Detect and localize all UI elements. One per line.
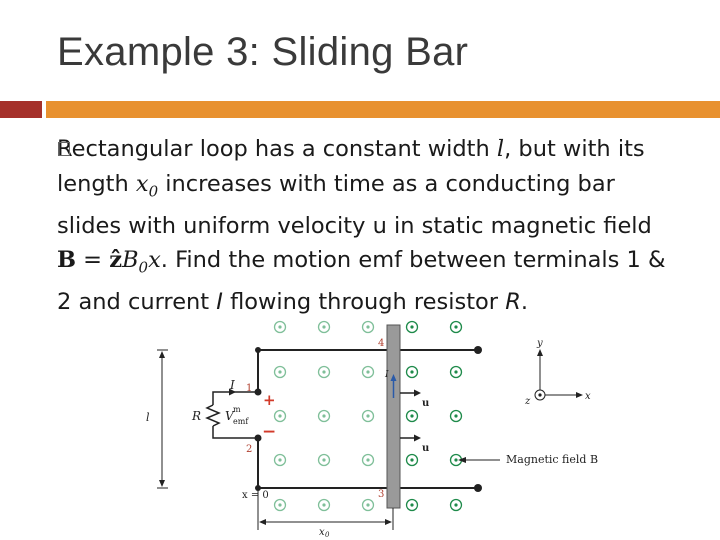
label-width-l: l	[146, 411, 150, 424]
field-out-dot	[410, 370, 413, 373]
axis-x-label: x	[585, 391, 591, 402]
field-out-dot	[322, 458, 325, 461]
paragraph-text-1: Rectangular loop has a constant width	[57, 136, 497, 162]
label-minus: −	[262, 422, 277, 442]
field-out-dot	[366, 370, 369, 373]
resistor-zigzag	[207, 405, 219, 426]
label-I-wire: I	[230, 378, 235, 392]
field-out-dot	[366, 503, 369, 506]
paragraph-text-6: .	[520, 289, 529, 315]
field-out-dot	[454, 458, 457, 461]
field-out-dot	[278, 370, 281, 373]
resistor-wire-bottom	[213, 426, 258, 438]
paragraph-text-3: increases with time as a conducting bar slides with uniform velocity u in static magnetic field	[57, 170, 652, 239]
field-out-dot	[410, 414, 413, 417]
label-terminal-4: 4	[378, 338, 385, 349]
eq-zhat: ẑ	[109, 247, 122, 273]
label-x0: x	[319, 527, 325, 538]
field-out-dot	[278, 414, 281, 417]
label-terminal-3: 3	[378, 489, 385, 500]
label-Vemf: V	[225, 409, 234, 423]
eq-x: x	[148, 247, 161, 273]
slide-title: Example 3: Sliding Bar	[57, 30, 469, 74]
paragraph-text-2: , but with its length	[57, 136, 645, 197]
field-out-dot	[322, 370, 325, 373]
label-u-top: u	[422, 398, 430, 409]
eq-B: B	[57, 247, 77, 273]
var-I: I	[216, 289, 223, 315]
var-l: l	[496, 136, 505, 162]
axis-y-arrow-icon	[537, 349, 543, 356]
field-out-dot	[278, 458, 281, 461]
field-out-dot	[454, 370, 457, 373]
field-out-dot	[410, 503, 413, 506]
field-out-dot	[322, 414, 325, 417]
label-x0-sub: 0	[325, 531, 330, 539]
eq-equals: =	[76, 247, 110, 273]
var-x0-subscript: 0	[148, 182, 159, 200]
paragraph-text-5: flowing through resistor	[222, 289, 506, 315]
label-x-equals-0: x = 0	[242, 490, 269, 501]
field-out-dot	[410, 458, 413, 461]
field-out-dot	[278, 503, 281, 506]
label-plus: +	[263, 391, 276, 409]
field-out-dot	[366, 414, 369, 417]
var-x0: x	[135, 170, 149, 197]
dim-l-arrow-up-icon	[159, 351, 165, 358]
dim-x0-arrow-left-icon	[259, 519, 266, 525]
field-out-dot	[410, 325, 413, 328]
field-out-dot	[322, 503, 325, 506]
axis-y-label: y	[537, 338, 543, 349]
var-R: R	[505, 289, 521, 315]
label-I-bar: I	[385, 370, 389, 380]
eq-B0-subscript: 0	[138, 258, 149, 277]
label-u-bottom: u	[422, 443, 430, 454]
dim-l-arrow-down-icon	[159, 480, 165, 487]
field-out-dot	[322, 325, 325, 328]
label-magnetic-field: Magnetic field B	[506, 453, 599, 466]
label-R: R	[192, 409, 202, 423]
velocity-arrowhead-bottom-icon	[414, 435, 421, 442]
label-terminal-1: 1	[246, 383, 253, 394]
label-terminal-2: 2	[246, 444, 253, 455]
field-out-dot	[454, 414, 457, 417]
top-rail-end	[474, 346, 482, 354]
axis-z-dot	[538, 393, 541, 396]
bottom-rail-end	[474, 484, 482, 492]
field-out-dot	[278, 325, 281, 328]
label-Vemf-sub: emf	[233, 417, 249, 426]
field-out-dot	[366, 458, 369, 461]
label-Vemf-sup: m	[233, 405, 241, 414]
field-out-dot	[454, 503, 457, 506]
field-out-dot	[366, 325, 369, 328]
paragraph-text-4: . Find the motion emf between terminals 1 & 2 and current	[57, 247, 666, 315]
axis-x-arrow-icon	[576, 392, 583, 398]
dim-x0-arrow-right-icon	[385, 519, 392, 525]
velocity-arrowhead-top-icon	[414, 390, 421, 397]
eq-B0: B	[121, 247, 139, 273]
axis-z-label: z	[525, 396, 531, 407]
field-out-dot	[454, 325, 457, 328]
sliding-bar	[387, 325, 400, 508]
